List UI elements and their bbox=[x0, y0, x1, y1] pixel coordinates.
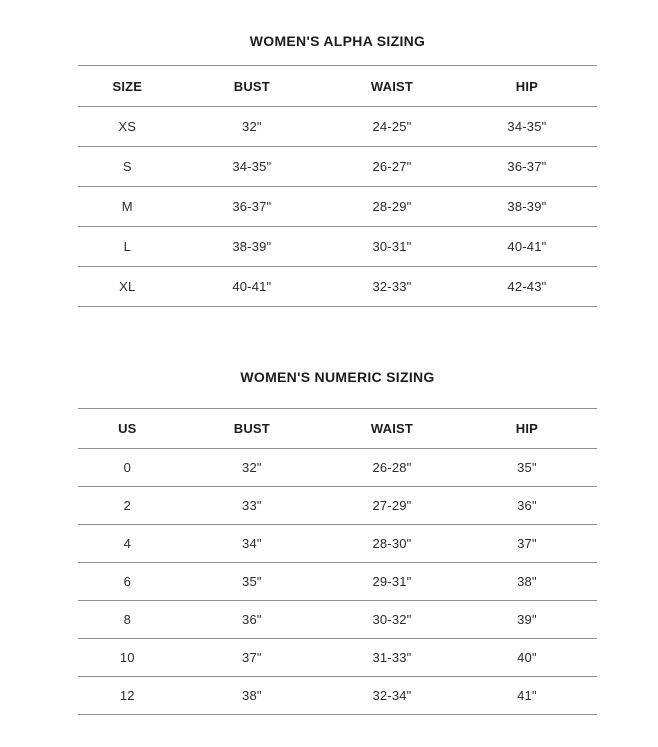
numeric-table-header bbox=[78, 409, 597, 449]
table-row bbox=[78, 677, 597, 715]
table-cell: 31-33" bbox=[327, 639, 457, 677]
table-cell: 30-31" bbox=[327, 227, 457, 267]
table-row bbox=[78, 107, 597, 147]
table-cell: 36-37" bbox=[457, 147, 597, 187]
table-cell: 29-31" bbox=[327, 563, 457, 601]
table-cell: 36" bbox=[457, 487, 597, 525]
table-cell: 0 bbox=[78, 449, 177, 487]
numeric-table-body bbox=[78, 449, 597, 715]
table-row bbox=[78, 487, 597, 525]
table-cell: 26-28" bbox=[327, 449, 457, 487]
table-row bbox=[78, 601, 597, 639]
table-cell: 34" bbox=[177, 525, 328, 563]
table-cell: XL bbox=[78, 267, 177, 307]
table-cell: 42-43" bbox=[457, 267, 597, 307]
table-cell: 26-27" bbox=[327, 147, 457, 187]
table-cell: 34-35" bbox=[457, 107, 597, 147]
table-cell: 32" bbox=[177, 449, 328, 487]
table-cell: 33" bbox=[177, 487, 328, 525]
alpha-table-header bbox=[78, 66, 597, 107]
table-cell: 30-32" bbox=[327, 601, 457, 639]
table-row bbox=[78, 449, 597, 487]
table-row bbox=[78, 187, 597, 227]
table-cell: 35" bbox=[457, 449, 597, 487]
table-cell: 8 bbox=[78, 601, 177, 639]
table-cell: 6 bbox=[78, 563, 177, 601]
table-cell: 34-35" bbox=[177, 147, 328, 187]
table-cell: M bbox=[78, 187, 177, 227]
table-cell: 40" bbox=[457, 639, 597, 677]
table-cell: 32" bbox=[177, 107, 328, 147]
table-row bbox=[78, 525, 597, 563]
table-cell: 36-37" bbox=[177, 187, 328, 227]
table-cell: 38" bbox=[457, 563, 597, 601]
column-header: HIP bbox=[457, 66, 597, 107]
table-cell: XS bbox=[78, 107, 177, 147]
table-cell: 4 bbox=[78, 525, 177, 563]
table-cell: 38-39" bbox=[177, 227, 328, 267]
table-row bbox=[78, 267, 597, 307]
table-cell: 35" bbox=[177, 563, 328, 601]
table-cell: 32-34" bbox=[327, 677, 457, 715]
table-row bbox=[78, 147, 597, 187]
table-cell: 2 bbox=[78, 487, 177, 525]
numeric-sizing-section bbox=[78, 369, 597, 715]
table-cell: 37" bbox=[457, 525, 597, 563]
column-header: WAIST bbox=[327, 66, 457, 107]
table-cell: 40-41" bbox=[177, 267, 328, 307]
table-cell: L bbox=[78, 227, 177, 267]
column-header: US bbox=[78, 409, 177, 449]
header-row bbox=[78, 66, 597, 107]
table-row bbox=[78, 563, 597, 601]
table-cell: 27-29" bbox=[327, 487, 457, 525]
table-cell: 36" bbox=[177, 601, 328, 639]
table-cell: 12 bbox=[78, 677, 177, 715]
table-cell: 38" bbox=[177, 677, 328, 715]
numeric-sizing-table bbox=[78, 408, 597, 715]
table-cell: 32-33" bbox=[327, 267, 457, 307]
table-cell: 10 bbox=[78, 639, 177, 677]
table-cell: 41" bbox=[457, 677, 597, 715]
header-row bbox=[78, 409, 597, 449]
column-header: BUST bbox=[177, 66, 328, 107]
alpha-table-body bbox=[78, 107, 597, 307]
table-cell: 28-29" bbox=[327, 187, 457, 227]
table-cell: 38-39" bbox=[457, 187, 597, 227]
table-row bbox=[78, 639, 597, 677]
table-cell: 37" bbox=[177, 639, 328, 677]
alpha-sizing-title: WOMEN'S ALPHA SIZING bbox=[249, 33, 426, 49]
column-header: HIP bbox=[457, 409, 597, 449]
column-header: SIZE bbox=[78, 66, 177, 107]
alpha-sizing-table bbox=[78, 65, 597, 307]
table-cell: 40-41" bbox=[457, 227, 597, 267]
table-cell: 39" bbox=[457, 601, 597, 639]
table-cell: 28-30" bbox=[327, 525, 457, 563]
column-header: BUST bbox=[177, 409, 328, 449]
table-cell: S bbox=[78, 147, 177, 187]
table-row bbox=[78, 227, 597, 267]
column-header: WAIST bbox=[327, 409, 457, 449]
table-cell: 24-25" bbox=[327, 107, 457, 147]
numeric-sizing-title: WOMEN'S NUMERIC SIZING bbox=[240, 369, 435, 385]
alpha-sizing-section bbox=[78, 33, 597, 307]
